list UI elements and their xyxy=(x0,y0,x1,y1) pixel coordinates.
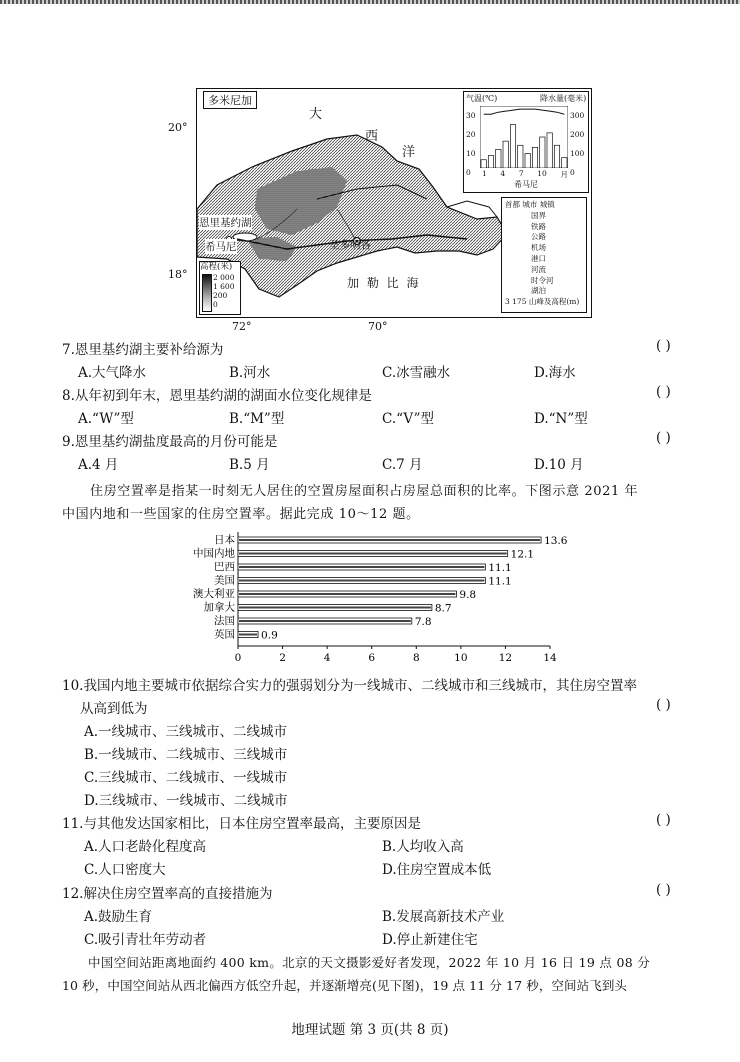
atlantic-label-3: 洋 xyxy=(402,145,416,160)
value-label: 11.1 xyxy=(488,575,512,588)
temp-tick-10: 10 xyxy=(466,149,476,158)
q10-option-c[interactable]: C.三线城市、二线城市、一线城市 xyxy=(84,770,288,786)
legend-item-seasonal-river: 时令河 xyxy=(531,275,554,285)
bar-fill xyxy=(239,580,484,582)
q9-option-c[interactable]: C.7 月 xyxy=(382,457,423,473)
q8-option-a[interactable]: A.“W”型 xyxy=(78,411,134,427)
q12-option-d[interactable]: D.停止新建住宅 xyxy=(382,932,478,948)
q9-option-b[interactable]: B.5 月 xyxy=(229,457,270,473)
q12-option-c[interactable]: C.吸引青壮年劳动者 xyxy=(84,932,207,948)
elevation-ramp xyxy=(202,274,212,312)
question-10-line1: 10.我国内地主要城市依据综合实力的强弱划分为一线城市、二线城市和三线城市，其住房空置率 xyxy=(62,678,637,694)
category-label: 澳大利亚 xyxy=(193,588,235,600)
precip-bar xyxy=(481,160,486,168)
legend-item-river: 河流 xyxy=(531,264,546,274)
precip-tick-0: 0 xyxy=(570,168,575,177)
x-tick-label: 10 xyxy=(454,652,468,664)
category-label: 中国内地 xyxy=(193,547,235,560)
precip-tick-300: 300 xyxy=(570,111,585,120)
legend-item-border: 国界 xyxy=(531,210,546,220)
answer-paren-8[interactable]: ( ) xyxy=(656,384,671,400)
bar-fill xyxy=(239,566,484,568)
intro-paragraph-line2: 中国内地和一些国家的住房空置率。据此完成 10～12 题。 xyxy=(62,507,420,522)
precip-bar xyxy=(525,154,530,168)
jimani-label: 希马尼 xyxy=(205,241,237,253)
precip-bar xyxy=(496,149,501,168)
value-label: 9.8 xyxy=(459,589,477,601)
category-label: 巴西 xyxy=(214,561,235,573)
q9-option-d[interactable]: D.10 月 xyxy=(534,457,584,473)
bar-fill xyxy=(239,620,411,622)
dominican-map-figure xyxy=(196,88,592,318)
x-tick-label: 12 xyxy=(498,652,513,664)
precip-tick-100: 100 xyxy=(570,149,585,158)
vacancy-rate-chart xyxy=(150,530,590,670)
elevation-legend xyxy=(199,261,241,315)
longitude-72-label: 72° xyxy=(232,320,252,333)
precip-bar xyxy=(518,145,523,168)
value-label: 7.8 xyxy=(414,616,432,628)
climate-plot xyxy=(480,106,568,168)
precip-bar xyxy=(503,141,508,168)
q7-option-c[interactable]: C.冰雪融水 xyxy=(382,365,451,381)
temp-tick-20: 20 xyxy=(466,130,476,139)
q8-option-d[interactable]: D.“N”型 xyxy=(534,411,588,427)
space-paragraph-line1: 中国空间站距离地面约 400 km。北京的天文摄影爱好者发现，2022 年 10 月 16 日 19 点 08 分 xyxy=(88,955,651,970)
bar-fill xyxy=(239,553,507,555)
month-tick-7: 7 xyxy=(518,169,524,178)
category-label: 日本 xyxy=(214,534,235,546)
elev-level-1: 1 600 xyxy=(213,282,235,291)
lake-enriquillo xyxy=(233,233,257,241)
q11-option-a[interactable]: A.人口老龄化程度高 xyxy=(84,839,207,855)
temp-tick-0: 0 xyxy=(466,168,471,177)
q8-option-b[interactable]: B.“M”型 xyxy=(229,411,285,427)
answer-paren-12[interactable]: ( ) xyxy=(656,882,671,898)
x-tick-label: 0 xyxy=(234,652,242,664)
climate-temp-axis-label: 气温(℃) xyxy=(466,94,498,103)
bar-fill xyxy=(239,539,540,541)
legend-item-airport: 机场 xyxy=(531,243,546,253)
answer-paren-7[interactable]: ( ) xyxy=(656,338,671,354)
value-label: 0.9 xyxy=(261,629,278,642)
q10-option-d[interactable]: D.三线城市、一线城市、二线城市 xyxy=(84,793,288,809)
elev-level-2: 200 xyxy=(213,291,228,300)
legend-item-cities: 首都 城市 城镇 xyxy=(505,200,555,209)
temperature-line xyxy=(484,109,565,114)
question-9: 9.恩里基约湖盐度最高的月份可能是 xyxy=(62,434,278,450)
category-label: 英国 xyxy=(214,628,235,641)
question-8: 8.从年初到年末，恩里基约湖的湖面水位变化规律是 xyxy=(62,388,372,404)
climate-chart-inset xyxy=(463,91,589,193)
space-paragraph-line2: 10 秒，中国空间站从西北偏西方低空升起，并逐渐增亮(见下图)，19 点 11 分 17 秒，空间站飞到头 xyxy=(62,978,628,993)
precip-tick-200: 200 xyxy=(570,130,585,139)
legend-item-lake: 湖泊 xyxy=(531,286,546,296)
x-tick-label: 8 xyxy=(412,652,420,664)
precip-bar xyxy=(488,156,493,168)
climate-station-label: 希马尼 xyxy=(514,180,538,189)
q12-option-a[interactable]: A.鼓励生育 xyxy=(84,909,153,925)
month-tick-1: 1 xyxy=(482,169,487,178)
answer-paren-10[interactable]: ( ) xyxy=(656,697,671,713)
q9-option-a[interactable]: A.4 月 xyxy=(78,457,119,473)
lake-label: 恩里基约湖 xyxy=(199,217,252,229)
q11-option-d[interactable]: D.住房空置成本低 xyxy=(382,862,492,878)
month-tick-10: 10 xyxy=(537,169,547,178)
answer-paren-11[interactable]: ( ) xyxy=(656,812,671,828)
q11-option-c[interactable]: C.人口密度大 xyxy=(84,862,166,878)
q8-option-c[interactable]: C.“V”型 xyxy=(382,411,435,427)
bar-fill xyxy=(239,593,455,595)
q11-option-b[interactable]: B.人均收入高 xyxy=(382,839,464,855)
q7-option-a[interactable]: A.大气降水 xyxy=(78,365,147,381)
intro-paragraph-line1: 住房空置率是指某一时刻无人居住的空置房屋面积占房屋总面积的比率。下图示意 2021 年 xyxy=(90,484,639,499)
elev-level-3: 0 xyxy=(213,300,218,309)
precip-bar xyxy=(540,137,545,168)
legend-item-road: 公路 xyxy=(531,232,546,242)
elev-level-0: 2 000 xyxy=(213,273,235,282)
x-tick-label: 2 xyxy=(279,652,286,664)
category-label: 美国 xyxy=(214,574,235,587)
scan-top-border xyxy=(0,0,740,4)
bar-fill xyxy=(239,634,257,636)
map-symbol-legend xyxy=(501,197,587,313)
month-tick-4: 4 xyxy=(500,169,506,178)
category-label: 加拿大 xyxy=(203,601,235,614)
category-label: 法国 xyxy=(214,615,235,627)
legend-item-port: 港口 xyxy=(531,253,546,263)
q10-option-b[interactable]: B.一线城市、二线城市、三线城市 xyxy=(84,747,288,763)
value-label: 13.6 xyxy=(544,535,568,547)
x-tick-label: 6 xyxy=(368,652,376,664)
atlantic-label-2: 西 xyxy=(365,129,379,144)
temp-tick-30: 30 xyxy=(466,111,476,120)
map-title-box: 多米尼加 xyxy=(203,91,257,109)
x-tick-label: 14 xyxy=(543,652,557,664)
santo-domingo-label: 圣多明各 xyxy=(329,239,371,251)
longitude-70-label: 70° xyxy=(368,320,388,333)
value-label: 11.1 xyxy=(488,562,512,574)
q12-option-b[interactable]: B.发展高新技术产业 xyxy=(382,909,505,925)
q7-option-b[interactable]: B.河水 xyxy=(229,365,271,381)
elevation-legend-title: 高程(米) xyxy=(200,262,233,272)
precip-bar xyxy=(547,133,552,168)
x-tick-label: 4 xyxy=(323,652,331,664)
question-11: 11.与其他发达国家相比，日本住房空置率最高，主要原因是 xyxy=(62,816,421,832)
month-unit: 月 xyxy=(560,170,568,179)
precip-bar xyxy=(562,158,567,168)
climate-precip-axis-label: 降水量(毫米) xyxy=(540,94,587,103)
question-12: 12.解决住房空置率高的直接措施为 xyxy=(62,886,273,902)
precip-bar xyxy=(554,145,559,168)
answer-paren-9[interactable]: ( ) xyxy=(656,430,671,446)
atlantic-label-1: 大 xyxy=(309,107,323,122)
latitude-18-label: 18° xyxy=(168,268,188,281)
legend-item-railway: 铁路 xyxy=(531,221,546,231)
legend-item-peak: 3 175 山峰及高程(m) xyxy=(505,297,580,307)
precip-bar xyxy=(532,147,537,168)
question-10-line2: 从高到低为 xyxy=(80,701,148,717)
question-7: 7.恩里基约湖主要补给源为 xyxy=(62,342,224,358)
q10-option-a[interactable]: A.一线城市、三线城市、二线城市 xyxy=(84,724,288,740)
precip-bar xyxy=(510,125,515,168)
value-label: 12.1 xyxy=(510,548,535,561)
caribbean-sea-label: 加 勒 比 海 xyxy=(347,276,421,290)
value-label: 8.7 xyxy=(434,602,452,615)
page-footer: 地理试题 第 3 页(共 8 页) xyxy=(291,1022,449,1038)
latitude-20-label: 20° xyxy=(168,121,188,134)
bar-fill xyxy=(239,607,431,609)
q7-option-d[interactable]: D.海水 xyxy=(534,365,576,381)
